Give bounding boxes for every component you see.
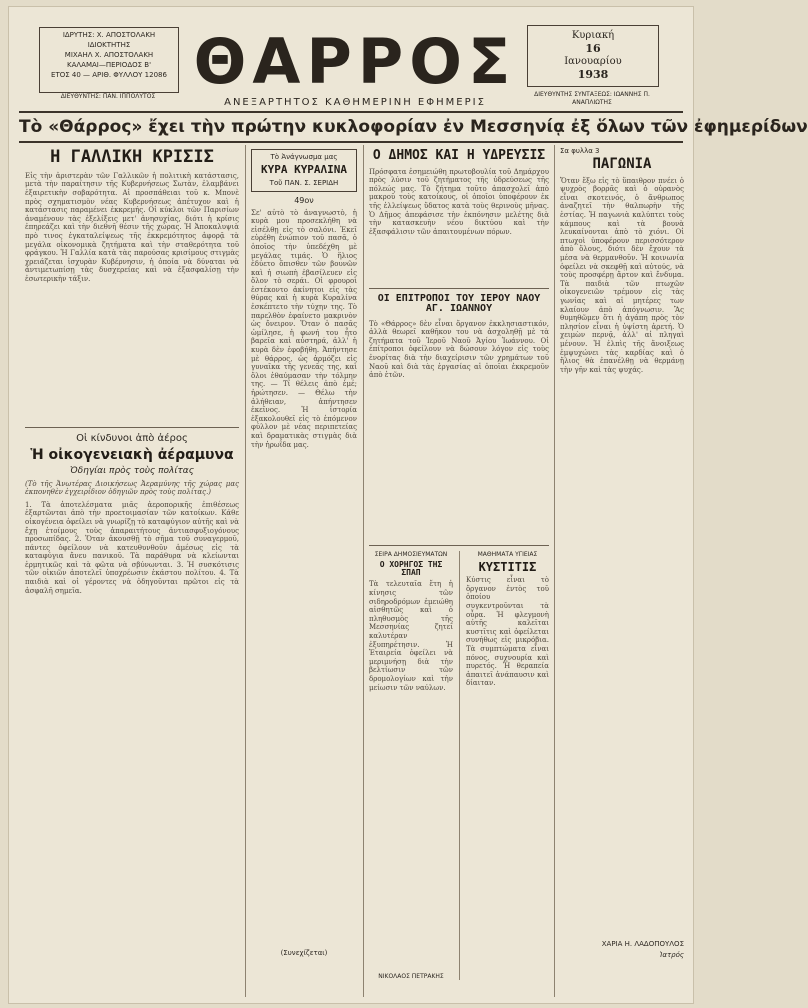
- sub-column-divider: [459, 551, 460, 981]
- article-cystitis: Κύστις εἶναι τὸ ὄργανον ἐντὸς τοῦ ὁποίου συγκεντροῦνται τὰ οὖρα. Ἡ φλεγμονὴ αὐτῆς καλεῖται κυστῖτις καὶ ὀφείλεται συνήθως εἰς μικρόβια. Τὰ συμπτώματα εἶναι πόνος, συχνουρία καὶ πυρετός. Ἡ θεραπεία ἀπαιτεῖ ἀνάπαυσιν καὶ δίαιταν.: [465, 576, 549, 688]
- headline-railway: Ο ΧΟΡΗΓΟΣ ΤΗΣ ΣΠΑΠ: [379, 559, 443, 578]
- column-divider: [363, 145, 364, 997]
- sub-article-railway: [369, 551, 453, 981]
- masthead-rule: [19, 111, 683, 113]
- railway-kicker: ΣΕΙΡΑ ΔΗΜΟΣΙΕΥΜΑΤΩΝ: [374, 550, 448, 558]
- founder-line: ΕΤΟΣ 40 — ΑΡΙΘ. ΦΥΛΛΟΥ 12086: [51, 71, 167, 79]
- headline-frost: ΠΑΓΩΝΙΑ: [592, 156, 652, 172]
- headline-cystitis: ΚΥΣΤΙΤΙΣ: [478, 559, 537, 574]
- director-left: ΔΙΕΥΘΥΝΤΗΣ: ΠΑΝ. ΙΠΠΟΛΥΤΟΣ: [60, 93, 156, 100]
- serial-chapter: 49ον: [294, 195, 314, 205]
- date-month: Ιανουαρίου: [564, 56, 622, 67]
- article-church-trustees: Τὸ «Θάρρος» δὲν εἶναι ὄργανον ἐκκλησιαστικόν, ἀλλὰ θεωρεῖ καθῆκον του νὰ ἀσχοληθῇ μὲ τὰ ζητήματα τοῦ Ἱεροῦ Ναοῦ Ἁγίου Ἰωάννου. Οἱ ἐπίτροποι ὀφείλουν νὰ δώσουν λόγον εἰς τοὺς ἐνορίτας διὰ τὴν διαχείρισιν τῶν χρημάτων τοῦ Ναοῦ καὶ διὰ τὰς ἐργασίας αἱ ὁποῖαι ἐκκρεμοῦν ἀπὸ ἐτῶν.: [369, 319, 549, 380]
- serial-text: Σε' αὐτὸ τὸ ἀναγνωστὸ, ἡ κυρὰ μου προσεκλήθη νὰ εἰσέλθῃ εἰς τὸ σαλόνι. Ἐκεῖ εὑρέθη ἐνώπιον τοῦ πασᾶ, ὁ ὁποῖος τὴν ὑπεδέχθη μὲ μεγάλας τιμάς. Ὁ ἥλιος ἐδύετο ὄπισθεν τῶν βουνῶν καὶ ἡ σιωπὴ ἐβασίλευεν εἰς ὅλον τὸ σεράι. Οἱ φρουροὶ ἐστέκοντο ἀκίνητοι εἰς τὰς θύρας καὶ ἡ κυρὰ Κυραλίνα ἐσκέπτετο τὴν τύχην της. Τὸ παρελθὸν ἐφαίνετο μακρινὸν ὡς ὄνειρον. Ὅταν ὁ πασᾶς ὡμίλησε, ἡ φωνή του ἦτο βαρεῖα καὶ αὐστηρά, ἀλλ' ἡ κυρὰ δὲν ἐφοβήθη. Ἀπήντησε μὲ θάρρος, ὡς ἁρμόζει εἰς γυναῖκα τῆς γενεᾶς της, καὶ ὅλοι ἐθαύμασαν τὴν τόλμην της. — Τί θέλεις ἀπὸ ἐμέ; ἠρώτησεν. — Θέλω τὴν ἀλήθειαν, ἀπήντησεν ἐκεῖνος. Ἡ ἱστορία ἐξακολουθεῖ εἰς τὸ ἑπόμενον φύλλον μὲ νέας περιπετείας καὶ δραματικὰς στιγμὰς διὰ τὴν ἡρωΐδα μας.: [251, 208, 357, 449]
- article-french-crisis: Εἰς τὴν ἀριστερὰν τῶν Γαλλικῶν ἡ πολιτικὴ κατάστασις, μετὰ τὴν παραίτησιν τῆς Κυβερνήσεως Σωτὰν, ἐλαμβάνει ἐξαιρετικὴν σοβαρότητα. Αἱ προσπάθειαι τοῦ κ. Μπονὲ πρὸς σχηματισμὸν νέας Κυβερνήσεως ἀπέτυχον καὶ ἡ κατάστασις παραμένει ἐκκρεμής. Οἱ κύκλοι τῶν Παρισίων ἀναμένουν τὰς ἐξελίξεις μετ' ἀνησυχίας, διότι ἡ κρίσις ἐπηρεάζει καὶ τὴν διεθνῆ θέσιν τῆς χώρας. Ἡ Ἀποκαλυψιὰ πρὸ τινος ἐγκαταλείψεως τῆς ἐκκρεμότητος ἀφορᾷ τὰ μεγάλα οἰκονομικὰ ζητήματα καὶ τὴν σταθερότητα τοῦ φράγκου. Ἡ Γαλλία κατὰ τὰς παρούσας κρισίμους στιγμὰς χρειάζεται ἰσχυρὰν Κυβέρνησιν, ἡ ὁποία νὰ δύναται νὰ ἀντιμετωπίσῃ τὰς δυσχερείας καὶ νὰ ἐξασφαλίσῃ τὴν ἐσωτερικὴν τάξιν.: [25, 171, 239, 283]
- column-2: [251, 147, 357, 997]
- founder-line: ΜΙΧΑΗΛ Χ. ΑΠΟΣΤΟΛΑΚΗ: [64, 51, 154, 59]
- article-divider: [369, 288, 549, 289]
- headline-air-defense: Ἡ οἰκογενειακὴ ἀέραμυνα: [30, 446, 234, 463]
- founder-line: ΙΔΡΥΤΗΣ: Χ. ΑΠΟΣΤΟΛΑΚΗ: [62, 31, 156, 39]
- column-1: [25, 147, 239, 997]
- column-divider: [554, 145, 555, 997]
- column-divider: [245, 145, 246, 997]
- date-box: [527, 25, 659, 87]
- serial-box: [251, 149, 357, 192]
- headline-church-trustees: ΟΙ ΕΠΙΤΡΟΠΟΙ ΤΟΥ ΙΕΡΟΥ ΝΑΟΥ ΑΓ. ΙΩΑΝΝΟΥ: [377, 292, 541, 315]
- founder-box: [39, 27, 179, 93]
- article-air-defense: 1. Τὰ ἀποτελέσματα μιᾶς ἀεροπορικῆς ἐπιθέσεως ἐξαρτῶνται ἀπὸ τὴν προετοιμασίαν τῶν κατοίκων. Κάθε οἰκογένεια ὀφείλει νὰ γνωρίζῃ τὸ καταφύγιον αὐτῆς καὶ νὰ ἔχῃ ἑτοίμους τοὺς ἀπαραιτήτους ἀντιασφυξιογόνους προσωπίδας. 2. Ὅταν ἀκουσθῇ τὸ σῆμα τοῦ συναγερμοῦ, πάντες ὀφείλουν νὰ κατευθυνθοῦν ἀμέσως εἰς τὰ καταφύγια ἄνευ πανικοῦ. Τὰ παράθυρα νὰ κλείωνται ἑρμητικῶς καὶ τὰ φῶτα νὰ σβύνωνται. 3. Ἡ συσκότισις τῶν οἰκιῶν ἀποτελεῖ ὑποχρέωσιν ἑκάστου πολίτου. 4. Τὰ παιδιὰ καὶ οἱ γέροντες νὰ ὁδηγοῦνται πρῶτοι εἰς τὰ ἀσφαλῆ σημεῖα.: [25, 500, 239, 595]
- subhead-air-defense: Ὁδηγίαι πρὸς τοὺς πολίτας: [69, 465, 195, 476]
- frost-signature: ΧΑΡΙΑ Η. ΛΑΔΟΠΟΥΛΟΣ: [601, 939, 684, 948]
- serial-continues: (Συνεχίζεται): [280, 948, 328, 957]
- frost-signature-role: Ἰατρός: [659, 950, 684, 959]
- headline-water-supply: Ο ΔΗΜΟΣ ΚΑΙ Η ΥΔΡΕΥΣΙΣ: [372, 148, 546, 163]
- serial-byline: Τοῦ ΠΑΝ. Σ. ΣΕΡΙΔΗ: [269, 178, 339, 187]
- date-year: 1938: [577, 68, 609, 81]
- article-frost: Ὅταν ἔξω εἰς τὸ ὕπαιθρον πνέει ὁ ψυχρὸς βορρᾶς καὶ ὁ οὐρανὸς εἶναι σκοτεινός, ὁ ἄνθρωπος ἀναζητεῖ τὴν θαλπωρὴν τῆς ἑστίας. Ἡ παγωνιὰ καλύπτει τοὺς κάμπους καὶ τὰ βουνὰ λευκαίνονται ἀπὸ τὸ χιόνι. Οἱ πτωχοὶ ὑποφέρουν περισσότερον ἀπὸ ὅλους, διότι δὲν ἔχουν τὰ μέσα νὰ θερμανθοῦν. Ἡ κοινωνία ὀφείλει νὰ σκεφθῇ καὶ αὐτούς, νὰ τοὺς προσφέρῃ ἄρτον καὶ ἔνδυμα. Τὰ παιδιὰ τῶν πτωχῶν οἰκογενειῶν τρέμουν εἰς τὰς γωνίας καὶ αἱ μητέρες των κλαίουν ἀπὸ ἀπόγνωσιν. Ἂς θυμηθῶμεν ὅτι ἡ ἀγάπη πρὸς τὸν πλησίον εἶναι ἡ ὑψίστη ἀρετή. Ὁ χειμὼν περνᾷ, ἀλλ' αἱ πληγαὶ μένουν. Ἡ ἐλπὶς τῆς ἄνοιξεως ἐμψυχώνει τὰς καρδίας καὶ ὁ ἥλιος θὰ ἐπανέλθῃ νὰ θερμάνῃ τὴν γῆν καὶ τὰς ψυχάς.: [560, 176, 684, 374]
- article-divider: [25, 427, 239, 428]
- frost-kicker: Σα φυλλα 3: [560, 147, 600, 155]
- banner-rule: [19, 141, 683, 143]
- health-kicker: ΜΑΘΗΜΑΤΑ ΥΓΙΕΙΑΣ: [477, 550, 538, 558]
- serial-kicker: Τὸ Ἀνάγνωσμα μας: [270, 153, 338, 161]
- circulation-banner: Τὸ «Θάρρος» ἔχει τὴν πρώτην κυκλοφορίαν ἐν Μεσσηνίᾳ ἐξ ὅλων τῶν ἐφημερίδων: [19, 117, 808, 137]
- founder-line: ΚΑΛΑΜΑΙ—ΠΕΡΙΟΔΟΣ Β': [66, 61, 151, 69]
- date-weekday: Κυριακή: [571, 30, 615, 41]
- headline-serial: ΚΥΡΑ ΚΥΡΑΛΙΝΑ: [260, 163, 348, 176]
- article-water-supply: Πρόσφατα ἐσημειώθη πρωτοβουλία τοῦ Δημάρχου πρὸς λύσιν τοῦ ζητήματος τῆς ὑδρεύσεως τῆς πόλεώς μας. Τὸ ζήτημα τοῦτο ἀπασχολεῖ ἀπὸ μακροῦ τοὺς κατοίκους, οἱ ὁποῖοι ὑποφέρουν ἐκ τῆς ἐλλείψεως ὕδατος κατὰ τοὺς θερινοὺς μῆνας. Ὁ Δῆμος ἀπεφάσισε τὴν ἐκπόνησιν μελέτης διὰ τὴν κατασκευὴν νέου δικτύου καὶ τὴν ἐξασφάλισιν τῶν ἀπαιτουμένων πόρων.: [369, 167, 549, 236]
- newspaper-page: [8, 6, 808, 1004]
- sub-articles-row: [369, 551, 549, 981]
- newspaper-subtitle: ΑΝΕΞΑΡΤΗΤΟΣ ΚΑΘΗΜΕΡΙΝΗ ΕΦΗΜΕΡΙΣ: [224, 97, 486, 108]
- founder-line: ΙΔΙΟΚΤΗΤΗΣ: [87, 41, 131, 49]
- article-divider: [369, 545, 549, 546]
- newspaper-title: ΘΑΡΡΟΣ: [193, 25, 517, 98]
- editor-right: ΔΙΕΥΘΥΝΤΗΣ ΣΥΝΤΑΞΕΩΣ: ΙΩΑΝΝΗΣ Π. ΑΝΑΠΛΙΩΤΗΣ: [534, 91, 650, 106]
- railway-signature: ΝΙΚΟΛΑΟΣ ΠΕΤΡΑΚΗΣ: [378, 973, 444, 981]
- sub-article-health: [466, 551, 549, 981]
- kicker-air-danger: Οἱ κίνδυνοι ἀπὸ ἀέρος: [76, 432, 188, 444]
- date-day: 16: [585, 42, 601, 55]
- article-railway: Τὰ τελευταῖα ἔτη ἡ κίνησις τῶν σιδηροδρόμων ἐμειώθη αἰσθητῶς καὶ ὁ πληθυσμὸς τῆς Μεσσηνίας ζητεῖ καλυτέραν ἐξυπηρέτησιν. Ἡ Ἑταιρεία ὀφείλει νὰ μεριμνήσῃ διὰ τὴν βελτίωσιν τῶν δρομολογίων καὶ τὴν μείωσιν τῶν ναύλων.: [369, 580, 453, 692]
- column-4: [560, 147, 684, 997]
- headline-french-crisis: Η ΓΑΛΛΙΚΗ ΚΡΙΣΙΣ: [50, 147, 214, 167]
- column-3: [369, 147, 549, 997]
- intro-air-defense: (Τὸ τῆς Ἀνωτέρας Διοικήσεως Ἀεραμύνης τῆς χώρας μας ἐκπονηθὲν ἐγχειρίδιον ὁδηγιῶν πρὸς τοὺς πολίτας.): [25, 479, 239, 497]
